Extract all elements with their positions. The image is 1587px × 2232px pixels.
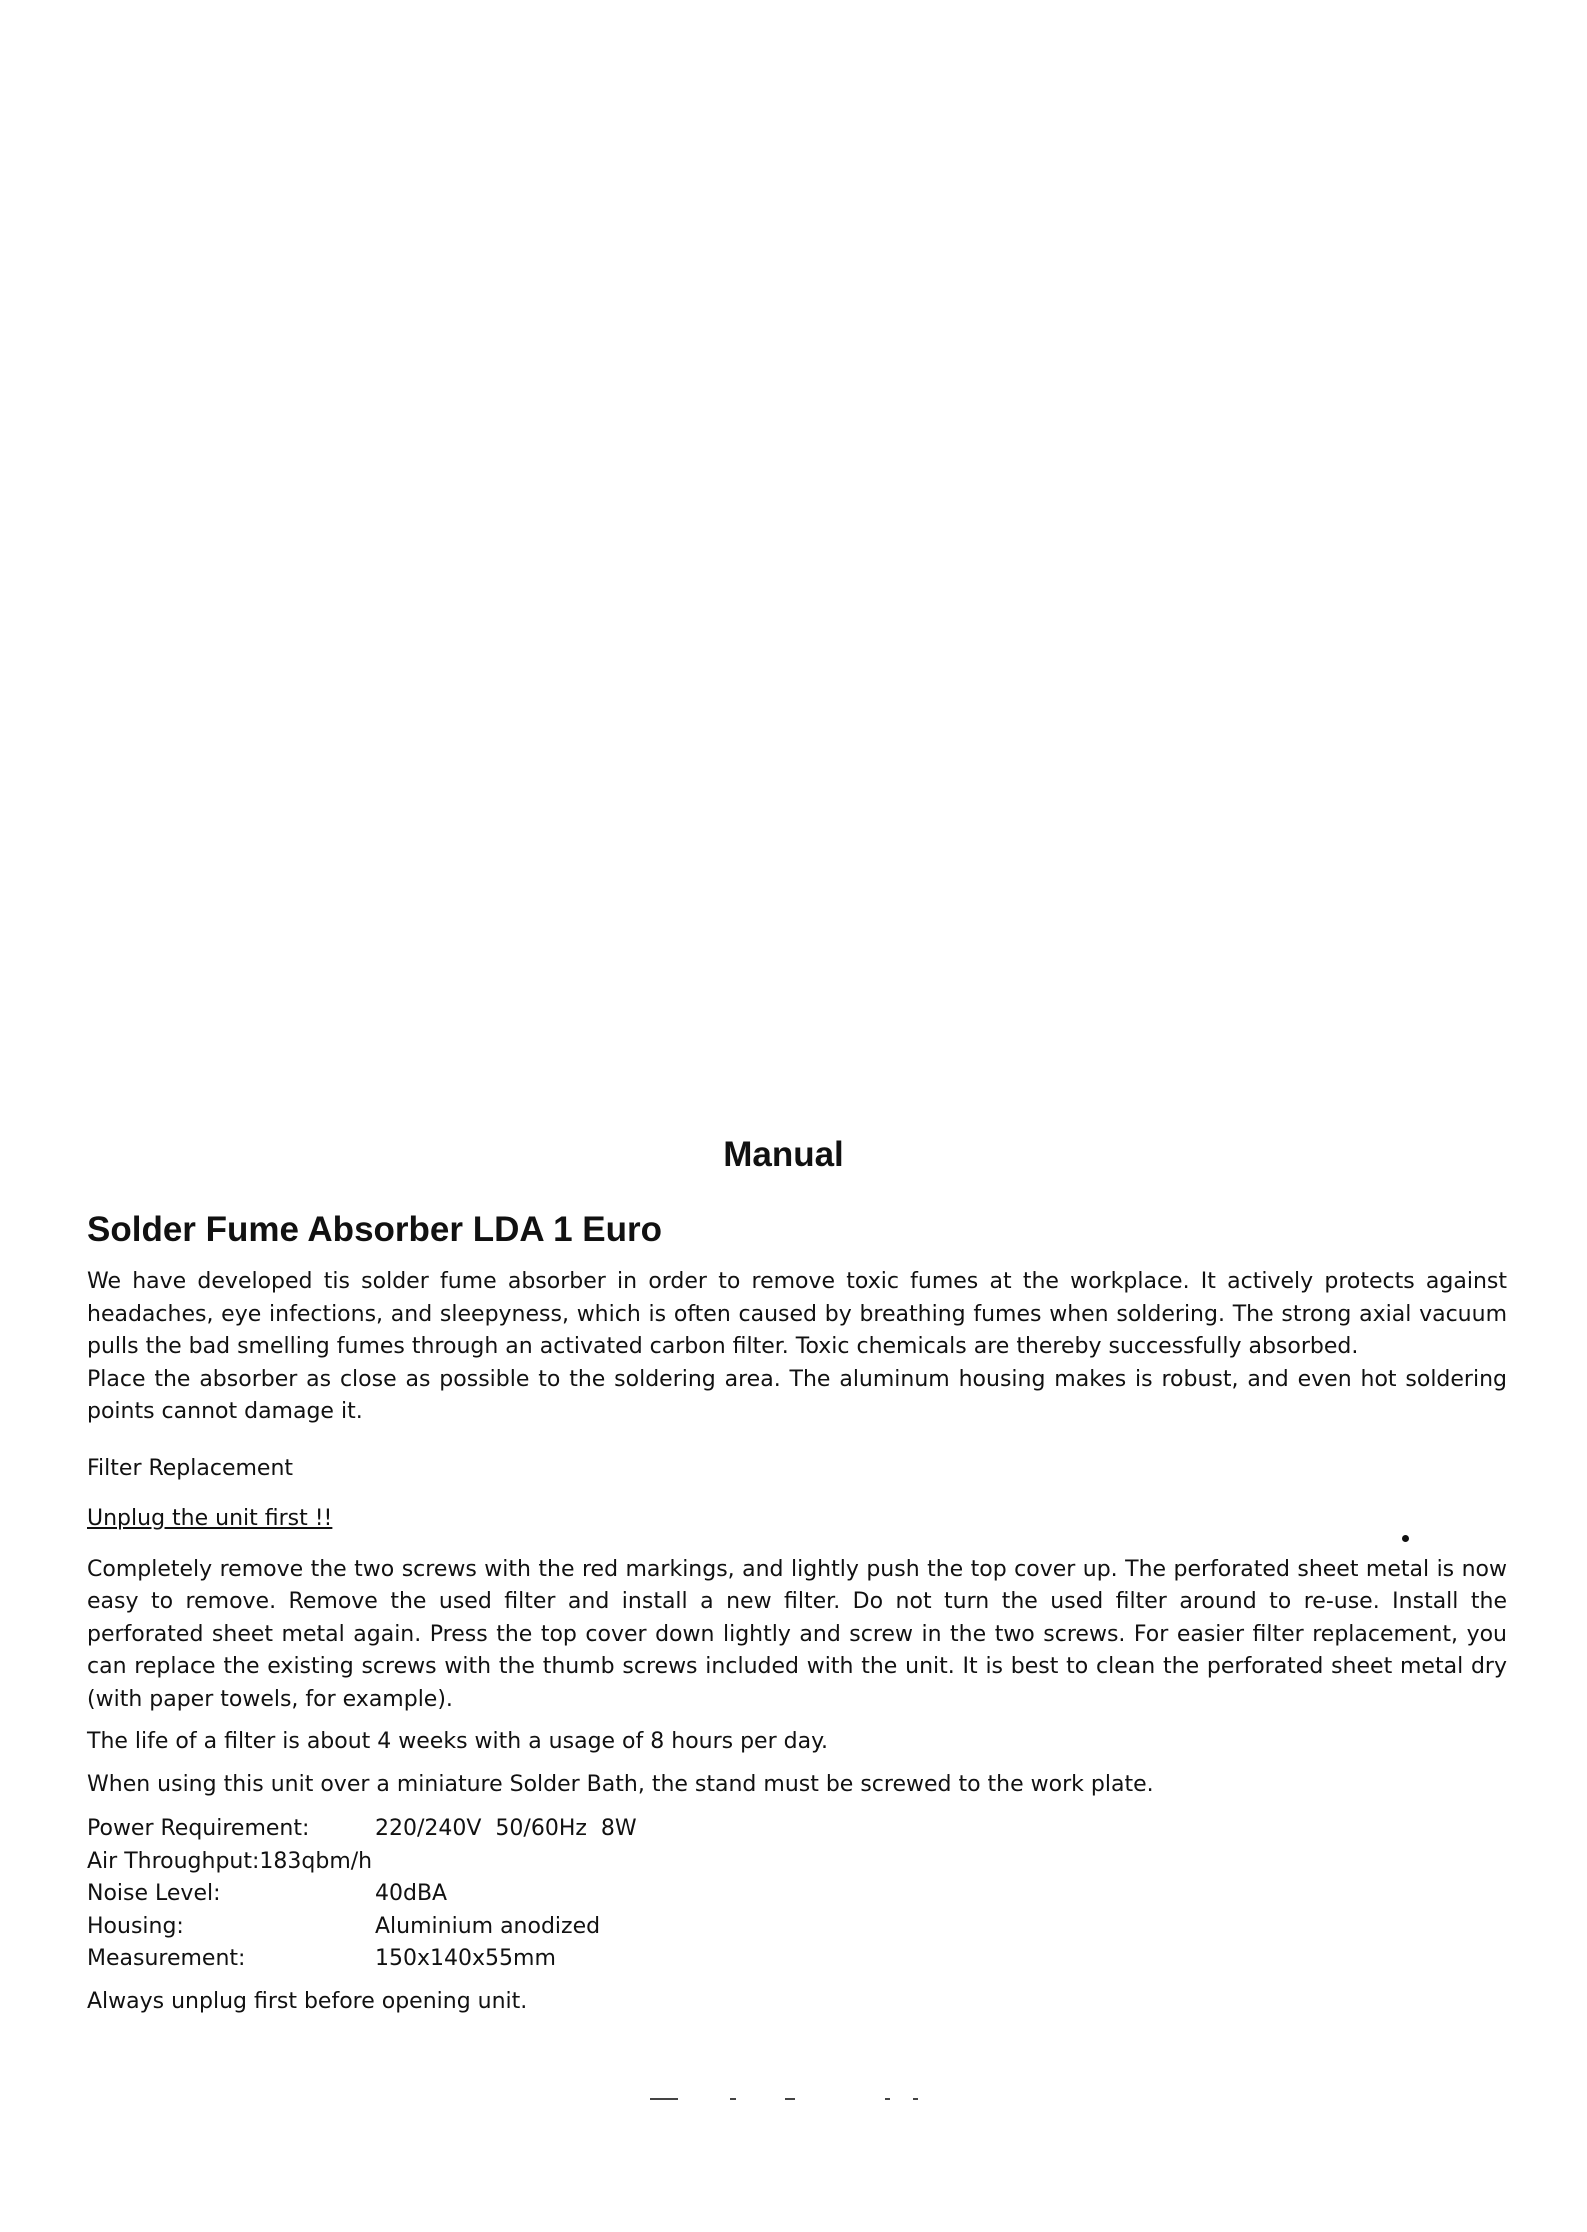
solder-bath-note: When using this unit over a miniature Solder Bath, the stand must be screwed to the work plate. <box>87 1771 1154 1797</box>
scan-specks <box>650 2098 920 2102</box>
spec-row <box>87 1911 1507 1944</box>
spec-value: 150x140x55mm <box>375 1946 556 1971</box>
intro-paragraph: We have developed tis solder fume absorber in order to remove toxic fumes at the workplace. It actively protects against headaches, eye infections, and sleepyness, which is often caused by breathing fumes when soldering. The strong axial vacuum pulls the bad smelling fumes through an activated carbon filter. Toxic chemicals are thereby successfully absorbed. <box>87 1269 1507 1359</box>
filter-life-note: The life of a filter is about 4 weeks with a usage of 8 hours per day. <box>87 1729 828 1754</box>
spec-value: 220/240V 50/60Hz 8W <box>375 1816 637 1841</box>
spec-row <box>87 1943 1507 1976</box>
spec-value: 183qbm/h <box>259 1848 373 1874</box>
placement-paragraph: Place the absorber as close as possible to the soldering area. The aluminum housing makes is robust, and even hot soldering points cannot damage it. <box>87 1366 1507 1424</box>
specifications-list <box>87 1813 1507 1976</box>
filter-replacement-heading: Filter Replacement <box>87 1455 294 1481</box>
bullet-dot <box>1402 1535 1409 1542</box>
spec-row <box>87 1846 1507 1879</box>
spec-label: Noise Level: <box>87 1881 221 1906</box>
spec-row <box>87 1813 1507 1846</box>
closing-warning: Always unplug first before opening unit. <box>87 1988 528 2014</box>
spec-label: Air Throughput: <box>87 1848 260 1874</box>
replacement-paragraph: Completely remove the two screws with the red markings, and lightly push the top cover up. The perforated sheet metal is now easy to remove. Remove the used filter and install a new filter. Do not turn the used filter around to re-use. Install the perforated sheet metal again. Press the top cover down lightly and screw in the two screws. For easier filter replacement, you can replace the existing screws with the thumb screws included with the unit. It is best to clean the perforated sheet metal dry (with paper towels, for example). <box>87 1556 1507 1712</box>
unplug-warning: Unplug the unit first !! <box>87 1506 333 1531</box>
spec-row <box>87 1878 1507 1911</box>
spec-value: Aluminium anodized <box>375 1913 601 1939</box>
product-title: Solder Fume Absorber LDA 1 Euro <box>87 1210 662 1249</box>
spec-label: Measurement: <box>87 1946 246 1971</box>
document-body <box>87 1266 1507 2018</box>
spec-value: 40dBA <box>375 1881 448 1906</box>
spec-label: Housing: <box>87 1913 184 1939</box>
page-title: Manual <box>723 1135 844 1174</box>
spec-label: Power Requirement: <box>87 1816 310 1841</box>
